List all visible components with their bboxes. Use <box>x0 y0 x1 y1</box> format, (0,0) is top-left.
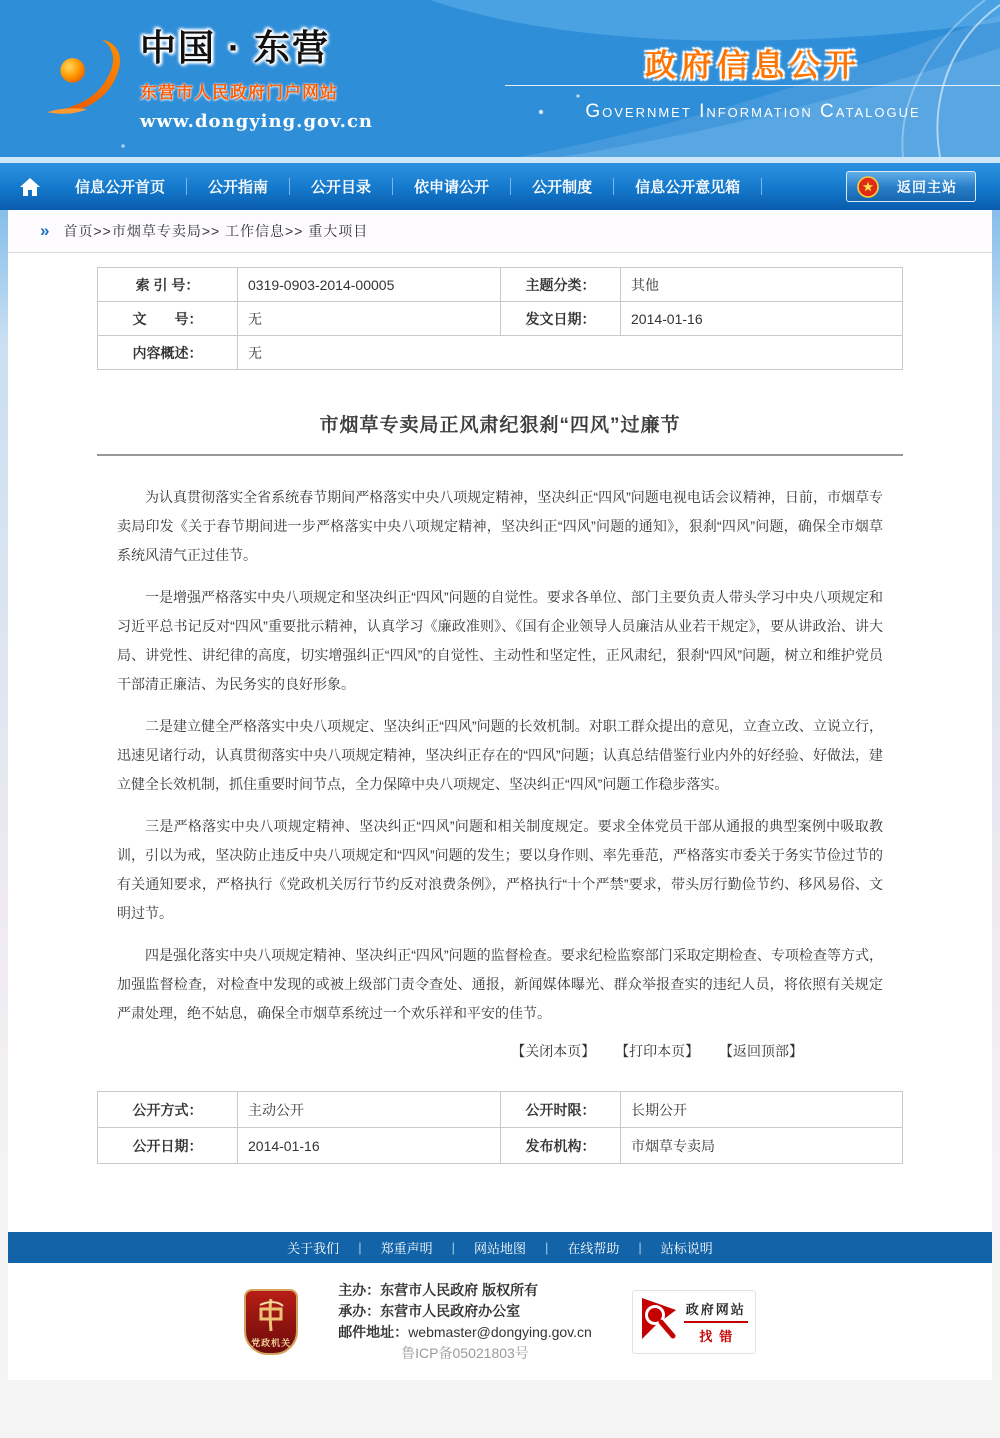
open-method-label: 公开方式： <box>98 1092 238 1128</box>
summary-value: 无 <box>238 336 903 370</box>
nav-item-catalogue[interactable]: 公开目录 <box>311 179 372 196</box>
publisher-label: 发布机构： <box>501 1128 621 1164</box>
footer-nav <box>8 1232 992 1263</box>
open-term-label: 公开时限： <box>501 1092 621 1128</box>
nav-item-guide[interactable]: 公开指南 <box>208 179 269 196</box>
back-to-top-link[interactable]: 【返回顶部】 <box>719 1043 803 1059</box>
bottom-strip <box>0 1380 1000 1438</box>
return-main-site-label: 返回主站 <box>897 178 957 195</box>
party-gov-shield-badge <box>244 1289 298 1355</box>
nav-item-mailbox[interactable]: 信息公开意见箱 <box>635 179 741 196</box>
index-number-value: 0319-0903-2014-00005 <box>238 268 501 302</box>
table-row <box>98 302 903 336</box>
table-row <box>98 1128 903 1164</box>
magnifier-flag-icon <box>640 1293 680 1350</box>
footer-organizer-line: 承办：东营市人民政府办公室 <box>338 1302 521 1319</box>
breadcrumb-arrows-icon: » <box>40 221 50 240</box>
open-date-label: 公开日期： <box>98 1128 238 1164</box>
article-paragraph: 四是强化落实中央八项规定精神、坚决纠正“四风”问题的监督检查。要求纪检监察部门采取定期检查、专项检查等方式，加强监督检查，对检查中发现的或被上级部门责令查处、通报，新闻媒体曝光、群众举报查实的违纪人员，将依照有关规定严肃处理，绝不姑息，确保全市烟草系统过一个欢乐祥和平安的佳节。 <box>117 947 883 1021</box>
issue-date-label: 发文日期： <box>501 302 621 336</box>
footer-credits <box>338 1280 592 1364</box>
page-actions <box>97 1041 903 1061</box>
footer-email-label: 邮件地址： <box>338 1323 409 1340</box>
title-rule <box>97 454 903 456</box>
nav-separator <box>761 178 762 195</box>
nav-item-system[interactable]: 公开制度 <box>532 179 593 196</box>
article-paragraph: 二是建立健全严格落实中央八项规定、坚决纠正“四风”问题的长效机制。对职工群众提出的意见，立查立改、立说立行，迅速见诸行动，认真贯彻落实中央八项规定精神，坚决纠正存在的“四风”问题；认真总结借鉴行业内外的好经验、好做法，建立健全长效机制，抓住重要时间节点，全力保障中央八项规定、坚决纠正“四风”问题工作稳步落实。 <box>117 718 883 792</box>
top-navigation <box>0 163 1000 210</box>
table-row <box>98 1092 903 1128</box>
banner-title: 政府信息公开 <box>645 48 861 83</box>
page-title: 市烟草专卖局正风肃纪狠刹“四风”过廉节 <box>319 415 681 436</box>
article-paragraph: 为认真贯彻落实全省系统春节期间严格落实中央八项规定精神，坚决纠正“四风”问题电视电话会议精神，日前，市烟草专卖局印发《关于春节期间进一步严格落实中央八项规定精神，坚决纠正“四风”问题的通知》，狠刹“四风”问题，确保全市烟草系统风清气正过佳节。 <box>117 489 883 563</box>
open-term-value: 长期公开 <box>621 1092 903 1128</box>
article-content <box>8 253 992 1232</box>
banner-subtitle: Governmet Information Catalogue <box>585 101 921 122</box>
find-badge-divider <box>684 1321 748 1323</box>
publication-info-table <box>97 1091 903 1164</box>
table-row <box>98 268 903 302</box>
footer-separator: | <box>545 1240 549 1255</box>
footer-link-help[interactable]: 在线帮助 <box>567 1241 620 1256</box>
topic-category-label: 主题分类： <box>501 268 621 302</box>
table-row <box>98 336 903 370</box>
article-body <box>117 483 883 1028</box>
shield-label: 党政机关 <box>251 1337 292 1348</box>
find-badge-title: 政府网站 <box>685 1301 746 1317</box>
footer-separator: | <box>451 1240 455 1255</box>
site-url: www.dongying.gov.cn <box>140 111 373 132</box>
index-number-label: 索 引 号： <box>98 268 238 302</box>
open-date-value: 2014-01-16 <box>238 1128 501 1164</box>
site-subtitle: 东营市人民政府门户网站 <box>140 83 338 102</box>
site-banner <box>0 0 1000 157</box>
doc-number-value: 无 <box>238 302 501 336</box>
dongying-swoosh-logo-icon <box>42 20 134 132</box>
document-meta-table <box>97 267 903 370</box>
close-page-link[interactable]: 【关闭本页】 <box>511 1043 596 1059</box>
gov-site-error-report-badge[interactable] <box>632 1290 756 1354</box>
home-icon[interactable] <box>20 178 40 196</box>
doc-number-label: 文 号： <box>98 302 238 336</box>
footer-link-sitemap[interactable]: 网站地图 <box>473 1241 526 1256</box>
footer-separator: | <box>358 1240 362 1255</box>
article-paragraph: 三是严格落实中央八项规定精神、坚决纠正“四风”问题和相关制度规定。要求全体党员干部从通报的典型案例中吸取教训，引以为戒，坚决防止违反中央八项规定和“四风”问题的发生；要以身作则、率先垂范，严格落实市委关于务实节俭过节的有关通知要求，严格执行《党政机关厉行节约反对浪费条例》，严格执行“十个严禁”要求，带头厉行勤俭节约、移风易俗、文明过节。 <box>117 818 883 921</box>
site-logo[interactable] <box>42 20 373 132</box>
issue-date-value: 2014-01-16 <box>621 302 903 336</box>
footer-link-about[interactable]: 关于我们 <box>287 1241 340 1256</box>
open-method-value: 主动公开 <box>238 1092 501 1128</box>
topic-category-value: 其他 <box>621 268 903 302</box>
return-main-site-button[interactable] <box>846 171 976 202</box>
publisher-value: 市烟草专卖局 <box>621 1128 903 1164</box>
footer-email-link[interactable]: webmaster@dongying.gov.cn <box>408 1323 592 1340</box>
nav-item-apply[interactable]: 依申请公开 <box>414 179 490 196</box>
footer-host-line: 主办：东营市人民政府 版权所有 <box>338 1281 539 1298</box>
nav-item-info-home[interactable]: 信息公开首页 <box>75 179 166 196</box>
breadcrumb <box>8 210 992 253</box>
footer-separator: | <box>638 1240 642 1255</box>
banner-divider <box>505 85 1000 86</box>
footer-info <box>8 1263 992 1380</box>
party-gov-emblem-icon <box>256 1297 286 1338</box>
summary-label: 内容概述： <box>98 336 238 370</box>
site-name: 中国 · 东营 <box>140 27 330 68</box>
national-emblem-icon <box>857 176 879 198</box>
footer-icp-number: 鲁ICP备05021803号 <box>401 1344 529 1361</box>
footer-link-logo-info[interactable]: 站标说明 <box>660 1241 713 1256</box>
footer-link-statement[interactable]: 郑重声明 <box>380 1241 433 1256</box>
article-paragraph: 一是增强严格落实中央八项规定和坚决纠正“四风”问题的自觉性。要求各单位、部门主要负责人带头学习中央八项规定和习近平总书记反对“四风”重要批示精神，认真学习《廉政准则》、《国有企业领导人员廉洁从业若干规定》，要从讲政治、讲大局、讲党性、讲纪律的高度，切实增强纠正“四风”的自觉性、主动性和坚定性，正风肃纪，狠刹“四风”问题，树立和维护党员干部清正廉洁、为民务实的良好形象。 <box>117 589 883 692</box>
breadcrumb-path[interactable]: 首页>>市烟草专卖局>> 工作信息>> 重大项目 <box>63 223 369 239</box>
print-page-link[interactable]: 【打印本页】 <box>615 1043 700 1059</box>
main-container <box>8 210 992 1232</box>
find-badge-sub: 找错 <box>699 1328 740 1344</box>
